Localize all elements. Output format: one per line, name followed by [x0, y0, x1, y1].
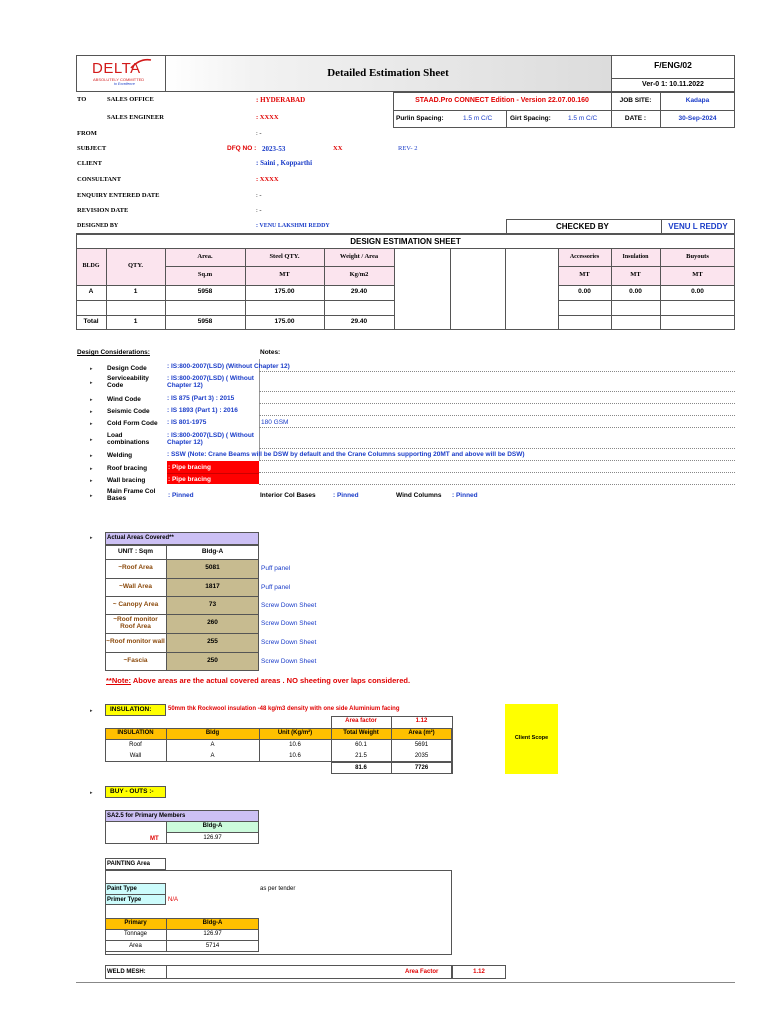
- insulation-label: INSULATION:: [110, 706, 152, 713]
- welding-label: Welding: [107, 452, 133, 459]
- roof-monitor-area-value: 260: [207, 619, 218, 627]
- purlin-value: 1.5 m C/C: [463, 115, 493, 122]
- client-label: CLIENT: [77, 160, 102, 167]
- seismic-code-label: Seismic Code: [107, 408, 150, 415]
- bullet-icon: ▸: [90, 535, 93, 541]
- enquiry-value: : -: [256, 192, 262, 199]
- col-insulation: Insulation: [622, 253, 649, 260]
- wind-code-label: Wind Code: [107, 396, 141, 403]
- doc-version: Ver-0 1: 10.11.2022: [642, 81, 704, 88]
- serviceability-code-value: : IS:800-2007(LSD) ( Without Chapter 12): [167, 375, 254, 390]
- col-area: Area.: [197, 252, 213, 260]
- bullet-icon: ▸: [90, 437, 93, 443]
- considerations-title: Design Considerations:: [77, 349, 150, 356]
- revision-tag: REV- 2: [398, 145, 418, 152]
- revision-date-label: REVISION DATE: [77, 207, 129, 214]
- enquiry-label: ENQUIRY ENTERED DATE: [77, 192, 160, 199]
- insulation-area-factor: 1.12: [415, 718, 428, 724]
- ins-wall-bldg: A: [210, 753, 215, 760]
- sales-engineer-value: : XXXX: [256, 114, 279, 121]
- row-a-bldg: A: [88, 288, 94, 296]
- weld-area-factor-label: Area Factor: [405, 969, 439, 975]
- software-version: STAAD.Pro CONNECT Edition - Version 22.07.00.160: [415, 97, 589, 104]
- ins-col-insulation: INSULATION: [117, 730, 154, 737]
- col-steel-unit: MT: [279, 271, 290, 279]
- areas-title: Actual Areas Covered**: [107, 535, 174, 541]
- client-value: : Saini , Kopparthi: [256, 159, 313, 167]
- areas-note-text: Above areas are the actual covered areas . NO sheeting over laps considered.: [131, 676, 411, 685]
- load-combinations-label: Load combinations: [107, 432, 150, 447]
- revision-date-value: : -: [256, 207, 262, 214]
- roof-bracing-value: : Pipe bracing: [168, 464, 211, 471]
- sa-unit: MT: [150, 836, 159, 842]
- load-combinations-value: : IS:800-2007(LSD) ( Without Chapter 12): [167, 432, 254, 447]
- insulation-area-factor-label: Area factor: [345, 718, 377, 724]
- main-frame-value: : Pinned: [168, 492, 194, 499]
- roof-area-label: ~Roof Area: [118, 564, 153, 572]
- wall-bracing-label: Wall bracing: [107, 477, 146, 484]
- primary-bldg-label: Bldg-A: [202, 920, 223, 927]
- interior-col-label: Interior Col Bases: [260, 492, 316, 499]
- ins-roof-unit: 10.6: [289, 742, 301, 749]
- primary-label: Primary: [124, 920, 147, 927]
- bullet-icon: ▸: [90, 366, 93, 372]
- row-a-area: 5958: [197, 288, 213, 296]
- roof-monitor-wall-desc: Screw Down Sheet: [261, 639, 317, 646]
- roof-monitor-area-desc: Screw Down Sheet: [261, 620, 317, 627]
- col-steel: Steel QTY.: [269, 252, 300, 260]
- design-code-label: Design Code: [107, 365, 147, 372]
- row-a-buyouts: 0.00: [691, 288, 704, 296]
- paint-type-label: Paint Type: [107, 886, 137, 892]
- ins-wall-area: 2035: [414, 753, 429, 760]
- canopy-area-desc: Screw Down Sheet: [261, 602, 317, 609]
- wall-area-label: ~Wall Area: [119, 582, 152, 590]
- sales-office-value: : HYDERABAD: [256, 96, 306, 104]
- checked-by-label: CHECKED BY: [556, 222, 609, 231]
- to-label: TO: [77, 96, 87, 103]
- date-label: DATE :: [624, 115, 647, 122]
- bullet-icon: ▸: [90, 380, 93, 386]
- logo-swoosh-icon: [130, 58, 152, 70]
- interior-col-value: : Pinned: [333, 492, 359, 499]
- areas-unit-label: UNIT : Sqm: [117, 547, 154, 555]
- consultant-value: : XXXX: [256, 176, 279, 183]
- wind-code-value: : IS 875 (Part 3) : 2015: [167, 395, 235, 402]
- ins-col-area: Area (m²): [408, 730, 435, 737]
- col-weight: Weight / Area: [339, 252, 379, 260]
- client-scope: Client Scope: [514, 735, 549, 742]
- tonnage-label: Tonnage: [123, 931, 148, 938]
- logo-text: DELTA: [92, 60, 141, 77]
- fascia-desc: Screw Down Sheet: [261, 658, 317, 665]
- dfq-label: DFQ NO :: [227, 145, 257, 152]
- designed-by-label: DESIGNED BY: [77, 223, 119, 229]
- bullet-icon: ▸: [90, 409, 93, 415]
- consultant-label: CONSULTANT: [77, 176, 122, 183]
- from-value: : -: [256, 130, 262, 137]
- fascia-value: 250: [207, 657, 218, 665]
- col-area-unit: Sq.m: [197, 271, 213, 279]
- cold-form-code-value: : IS 801-1975: [167, 419, 207, 426]
- bullet-icon: ▸: [90, 421, 93, 427]
- col-accessories: Accessories: [569, 253, 600, 260]
- wall-bracing-value: : Pipe bracing: [168, 476, 211, 483]
- job-site-value: Kadapa: [685, 97, 710, 104]
- from-label: FROM: [77, 130, 97, 137]
- checked-by-value: VENU L REDDY: [668, 222, 728, 231]
- paint-area-label: Area: [129, 942, 142, 949]
- paint-type-value: as per tender: [260, 886, 296, 892]
- weld-mesh-box: [105, 965, 452, 979]
- dfq-suffix: XX: [333, 145, 343, 152]
- roof-area-value: 5081: [205, 564, 220, 572]
- ins-roof-label: Roof: [129, 742, 142, 749]
- primer-type-value: N/A: [168, 897, 179, 903]
- weld-mesh-label: WELD MESH:: [107, 969, 146, 975]
- bullet-icon: ▸: [90, 790, 93, 796]
- ins-roof-area: 5691: [414, 742, 429, 749]
- wind-col-label: Wind Columns: [396, 492, 442, 499]
- bullet-icon: ▸: [90, 397, 93, 403]
- serviceability-code-label: Serviceability Code: [107, 375, 149, 390]
- wall-area-value: 1817: [205, 582, 220, 590]
- ins-wall-label: Wall: [129, 753, 142, 760]
- bullet-icon: ▸: [90, 493, 93, 499]
- bullet-icon: ▸: [90, 466, 93, 472]
- logo-subtagline: to Excellence: [114, 82, 135, 86]
- col-insulation-unit: MT: [630, 271, 641, 279]
- fascia-label: ~Fascia: [123, 657, 148, 665]
- roof-monitor-area-label: ~Roof monitor Roof Area: [113, 615, 158, 630]
- ins-roof-weight: 60.1: [355, 742, 367, 749]
- roof-monitor-wall-label: ~Roof monitor wall: [106, 638, 165, 646]
- wind-col-value: : Pinned: [452, 492, 478, 499]
- girt-label: Girt Spacing:: [510, 115, 551, 122]
- ins-total-area: 7726: [414, 764, 429, 771]
- page-title: Detailed Estimation Sheet: [327, 67, 449, 79]
- girt-value: 1.5 m C/C: [568, 115, 598, 122]
- ins-col-unit: Unit (Kg/m²): [277, 730, 313, 737]
- total-steel: 175.00: [274, 318, 295, 326]
- estimation-title: DESIGN ESTIMATION SHEET: [350, 237, 461, 246]
- notes-label: Notes:: [260, 349, 281, 356]
- row-a-steel: 175.00: [274, 288, 295, 296]
- col-qty: QTY.: [127, 262, 144, 270]
- bullet-icon: ▸: [90, 453, 93, 459]
- sa-bldg-label: Bldg-A: [202, 823, 223, 830]
- areas-note-prefix: **Note:: [106, 676, 132, 685]
- logo-tagline: ABSOLUTELY COMMITTED: [93, 77, 145, 82]
- paint-area-value: 5714: [205, 942, 220, 949]
- ins-roof-bldg: A: [210, 742, 215, 749]
- subject-label: SUBJECT: [77, 145, 107, 152]
- main-frame-label: Main Frame Col Bases: [107, 488, 156, 503]
- total-area: 5958: [197, 318, 213, 326]
- row-a-insulation: 0.00: [629, 288, 642, 296]
- ins-wall-weight: 21.5: [355, 753, 367, 760]
- doc-code: F/ENG/02: [654, 60, 692, 70]
- col-weight-unit: Kg/m2: [349, 271, 369, 279]
- purlin-label: Purlin Spacing:: [396, 115, 444, 122]
- bullet-icon: ▸: [90, 708, 93, 714]
- ins-wall-unit: 10.6: [289, 753, 301, 760]
- ins-total-weight: 81.6: [355, 764, 367, 771]
- tonnage-value: 126.97: [203, 931, 222, 938]
- sales-office-label: SALES OFFICE: [107, 96, 154, 103]
- row-a-qty: 1: [133, 288, 138, 296]
- insulation-description: 50mm thk Rockwool insulation -48 kg/m3 density with one side Aluminium facing: [168, 706, 400, 712]
- sales-engineer-label: SALES ENGINEER: [107, 114, 164, 121]
- row-a-weight: 29.40: [350, 288, 368, 296]
- company-logo: [84, 58, 158, 88]
- col-buyouts-unit: MT: [692, 271, 703, 279]
- weld-area-factor: 1.12: [473, 968, 485, 975]
- areas-bldg-label: Bldg-A: [201, 547, 224, 555]
- roof-area-desc: Puff panel: [261, 565, 291, 572]
- total-label: Total: [83, 318, 99, 326]
- col-bldg: BLDG: [82, 263, 100, 270]
- ins-col-total-weight: Total Weight: [343, 730, 379, 737]
- row-a-accessories: 0.00: [578, 288, 591, 296]
- roof-monitor-wall-value: 255: [207, 638, 218, 646]
- bullet-icon: ▸: [90, 478, 93, 484]
- job-site-label: JOB SITE:: [619, 97, 652, 104]
- wall-area-desc: Puff panel: [261, 584, 291, 591]
- dfq-value: 2023-53: [262, 145, 286, 153]
- design-code-value: : IS:800-2007(LSD) (Without Chapter 12): [167, 363, 290, 370]
- areas-note: [106, 677, 410, 685]
- sa-value: 126.97: [203, 834, 222, 841]
- buyouts-label: BUY - OUTS :-: [110, 788, 154, 795]
- painting-title: PAINTING Area: [107, 861, 151, 867]
- primer-type-label: Primer Type: [107, 897, 142, 903]
- cold-form-note: 180 GSM: [261, 419, 289, 426]
- col-buyouts: Buyouts: [686, 252, 709, 260]
- date-value: 30-Sep-2024: [678, 115, 717, 122]
- designed-by-value: : VENU LAKSHMI REDDY: [256, 223, 330, 229]
- canopy-area-label: ~ Canopy Area: [112, 600, 159, 608]
- roof-bracing-label: Roof bracing: [107, 465, 148, 472]
- total-qty: 1: [133, 318, 138, 326]
- seismic-code-value: : IS 1893 (Part 1) : 2016: [167, 407, 238, 414]
- sa-title: SA2.5 for Primary Members: [107, 813, 186, 819]
- cold-form-code-label: Cold Form Code: [107, 420, 158, 427]
- ins-col-bldg: Bldg: [205, 730, 220, 737]
- total-weight: 29.40: [350, 318, 368, 326]
- welding-value: : SSW (Note: Crane Beams will be DSW by default and the Crane Columns supporting 20MT and above will be DSW): [167, 451, 525, 458]
- canopy-area-value: 73: [208, 600, 217, 608]
- col-accessories-unit: MT: [579, 271, 590, 279]
